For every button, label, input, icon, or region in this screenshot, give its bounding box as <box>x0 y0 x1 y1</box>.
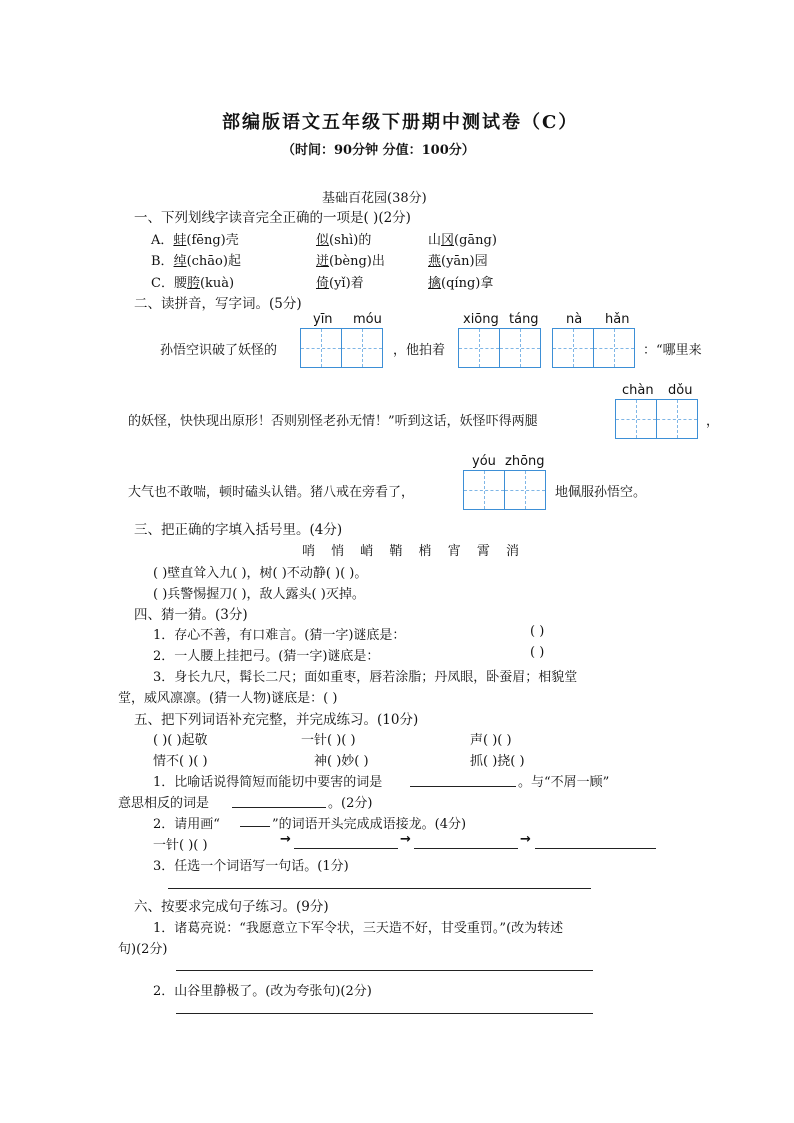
q3-stem: 三、把正确的字填入括号里。(4分) <box>134 522 343 538</box>
writing-cell[interactable] <box>656 399 698 439</box>
pinyin-label: táng <box>509 312 539 327</box>
pinyin-label: nà <box>566 312 583 327</box>
q5-stem: 五、把下列词语补充完整，并完成练习。(10分) <box>134 712 419 728</box>
q5-part1-line2-end: 。(2分) <box>328 796 373 811</box>
q6-item1: 1．诸葛亮说：“我愿意立下军令状，三天造不好，甘受重罚。”(改为转述 <box>153 921 564 936</box>
q1-stem: 一、下列划线字读音完全正确的一项是( )(2分) <box>134 210 411 226</box>
q4-item3: 3．身长九尺，髯长二尺；面如重枣，唇若涂脂；丹凤眼，卧蚕眉；相貌堂 <box>153 670 578 685</box>
q2-line2-after: ， <box>706 414 720 429</box>
q1-option-c-word2: 倚(yǐ)着 <box>316 276 364 291</box>
answer-line[interactable] <box>232 807 326 808</box>
writing-box-xiongtang[interactable] <box>458 328 541 368</box>
q1-option-c-word3: 擒(qíng)拿 <box>428 276 494 291</box>
q1-option-b-word3: 燕(yān)园 <box>428 254 488 269</box>
q5-part1-cont: 。与“不屑一顾” <box>518 775 610 790</box>
q5-idiom[interactable]: 神( )妙( ) <box>314 754 369 769</box>
answer-line[interactable] <box>414 848 518 849</box>
q5-part1-line2: 意思相反的词是 <box>118 796 210 811</box>
q5-idiom[interactable]: 声( )( ) <box>470 733 512 748</box>
pinyin-label: yīn <box>313 312 333 327</box>
writing-cell[interactable] <box>504 470 546 510</box>
q6-item2: 2．山谷里静极了。(改为夸张句)(2分) <box>153 984 372 999</box>
q4-item1: 1．存心不善，有口难言。(猜一字)谜底是： <box>153 628 406 643</box>
q4-item2: 2．一人腰上挂把弓。(猜一字)谜底是： <box>153 649 380 664</box>
writing-box-yinmou[interactable] <box>300 328 383 368</box>
q5-part1: 1．比喻话说得简短而能切中要害的词是 <box>153 775 383 790</box>
q4-item3-cont[interactable]: 堂，威风凛凛。(猜一人物)谜底是：( ) <box>118 691 338 706</box>
writing-cell[interactable] <box>499 328 541 368</box>
writing-cell[interactable] <box>300 328 342 368</box>
q2-stem: 二、读拼音，写字词。(5分) <box>134 296 302 312</box>
answer-line[interactable] <box>535 848 656 849</box>
arrow-icon: → <box>280 832 291 847</box>
q3-character-bank: 哨 悄 峭 鞘 梢 宵 霄 消 <box>301 544 519 559</box>
q2-line2-before: 的妖怪，快快现出原形！否则别怪老孙无情！”听到这话，妖怪吓得两腿 <box>128 414 538 429</box>
arrow-icon: → <box>400 832 411 847</box>
page-subtitle: （时间：90分钟 分值：100分） <box>282 143 475 158</box>
q1-option-b-word2: 迸(bèng)出 <box>316 254 385 269</box>
answer-line[interactable] <box>176 1013 593 1014</box>
q2-line3-before: 大气也不敢喘，顿时磕头认错。猪八戒在旁看了， <box>128 485 415 500</box>
q5-part2-cont: ”的词语开头完成成语接龙。(4分) <box>272 817 467 832</box>
answer-line[interactable] <box>294 848 398 849</box>
writing-box-youzhong[interactable] <box>463 470 546 510</box>
writing-cell[interactable] <box>615 399 657 439</box>
q1-option-a: A．蚌(fēng)壳 <box>151 233 239 248</box>
q3-line1[interactable]: ( )壁直耸入九( )，树( )不动静( )( )。 <box>153 566 368 581</box>
writing-cell[interactable] <box>341 328 383 368</box>
arrow-icon: → <box>520 832 531 847</box>
q1-option-a-word3: 山冈(gāng) <box>428 233 497 248</box>
writing-box-chandou[interactable] <box>615 399 698 439</box>
q5-part2: 2．请用画“ <box>153 817 220 832</box>
q4-stem: 四、猜一猜。(3分) <box>134 607 248 623</box>
answer-line[interactable] <box>176 970 593 971</box>
writing-cell[interactable] <box>593 328 635 368</box>
pinyin-label: dǒu <box>668 383 693 398</box>
q5-idiom[interactable]: ( )( )起敬 <box>153 733 208 748</box>
writing-cell[interactable] <box>552 328 594 368</box>
writing-box-nahan[interactable] <box>552 328 635 368</box>
q6-item1-cont: 句)(2分) <box>118 942 168 957</box>
pinyin-label: yóu <box>472 454 496 469</box>
q5-part3: 3．任选一个词语写一句话。(1分) <box>153 859 349 874</box>
writing-cell[interactable] <box>458 328 500 368</box>
pinyin-label: móu <box>353 312 382 327</box>
q4-item1-answer[interactable]: ( ) <box>530 624 545 639</box>
pinyin-label: chàn <box>622 383 654 398</box>
answer-line[interactable] <box>168 888 591 889</box>
q3-line2[interactable]: ( )兵警惕握刀( )，敌人露头( )灭掉。 <box>153 587 365 602</box>
q1-option-c: C．腰胯(kuà) <box>151 276 235 291</box>
writing-cell[interactable] <box>463 470 505 510</box>
pinyin-label: zhōng <box>505 454 545 469</box>
answer-line[interactable] <box>410 786 516 787</box>
q1-option-b: B．绰(chāo)起 <box>151 254 241 269</box>
page-title: 部编版语文五年级下册期中测试卷（C） <box>222 112 579 133</box>
q5-idiom[interactable]: 一针( )( ) <box>301 733 356 748</box>
q2-line3-after: 地佩服孙悟空。 <box>555 485 647 500</box>
q2-line1-before: 孙悟空识破了妖怪的 <box>160 343 278 358</box>
q1-option-a-word2: 似(shì)的 <box>316 233 372 248</box>
q5-idiom[interactable]: 情不( )( ) <box>153 754 208 769</box>
section-title: 基础百花园(38分) <box>322 191 427 206</box>
q2-line1-middle: ，他拍着 <box>393 343 446 358</box>
q5-chain-start[interactable]: 一针( )( ) <box>153 838 208 853</box>
pinyin-label: xiōng <box>463 312 499 327</box>
q5-idiom[interactable]: 抓( )挠( ) <box>470 754 525 769</box>
q2-line1-after: ：“哪里来 <box>643 343 702 358</box>
q6-stem: 六、按要求完成句子练习。(9分) <box>134 899 329 915</box>
q4-item2-answer[interactable]: ( ) <box>530 645 545 660</box>
underline-marker <box>240 826 270 827</box>
pinyin-label: hǎn <box>605 312 630 327</box>
